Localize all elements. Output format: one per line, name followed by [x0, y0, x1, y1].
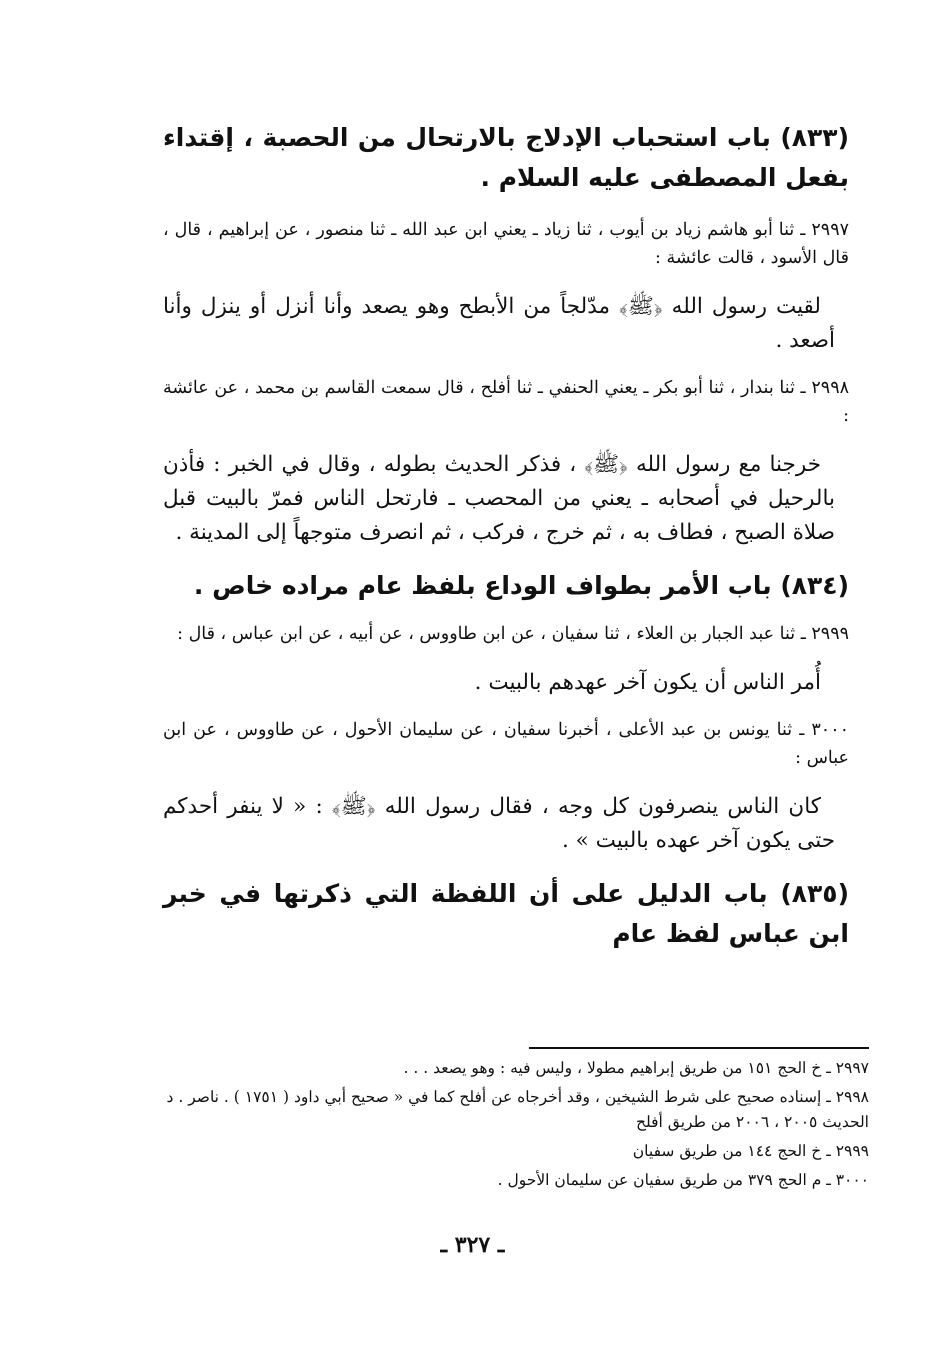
- hadith-2998-isnad: ٢٩٩٨ ـ ثنا بندار ، ثنا أبو بكر ـ يعني الحنفي ـ ثنا أفلح ، قال سمعت القاسم بن محمد ، عن عائشة :: [163, 378, 849, 426]
- footnote-2998: ٢٩٩٨ ـ إسناده صحيح على شرط الشيخين ، وقد أخرجاه عن أفلح كما في « صحيح أبي داود ( ١٧٥١ ) . ناصر . د الحديث ٢٠٠٥ ، ٢٠٠٦ من طريق أفلح: [166, 1088, 869, 1131]
- hadith-2999-isnad: ٢٩٩٩ ـ ثنا عبد الجبار بن العلاء ، ثنا سفيان ، عن ابن طاووس ، عن أبيه ، عن ابن عباس ، قال :: [177, 624, 849, 644]
- footnote-2999: ٢٩٩٩ ـ خ الحج ١٤٤ من طريق سفيان: [632, 1142, 869, 1160]
- chapter-heading-833: (٨٣٣) باب استحباب الإدلاج بالارتحال من الحصبة ، إقتداء بفعل المصطفى عليه السلام .: [163, 123, 849, 192]
- hadith-2997-isnad: ٢٩٩٧ ـ ثنا أبو هاشم زياد بن أيوب ، ثنا زياد ـ يعني ابن عبد الله ـ ثنا منصور ، عن إبراهيم ، قال ، قال الأسود ، قالت عائشة :: [163, 220, 849, 268]
- hadith-3000-isnad: ٣٠٠٠ ـ ثنا يونس بن عبد الأعلى ، أخبرنا سفيان ، عن سليمان الأحول ، عن طاووس ، عن ابن عباس :: [163, 720, 849, 768]
- page-body: [163, 118, 849, 968]
- page-number: ـ ٣٢٧ ـ: [440, 1232, 505, 1258]
- hadith-2998-matn: خرجنا مع رسول الله ﴿ﷺ﴾ ، فذكر الحديث بطوله ، وقال في الخبر : فأذن بالرحيل في أصحابه ـ يعني من المحصب ـ فارتحل الناس فمرّ بالبيت قبل صلاة الصبح ، فطاف به ، ثم خرج ، فركب ، ثم انصرف متوجهاً إلى المدينة .: [163, 452, 835, 545]
- chapter-heading-834: (٨٣٤) باب الأمر بطواف الوداع بلفظ عام مراده خاص .: [193, 571, 849, 600]
- footnote-3000: ٣٠٠٠ ـ م الحج ٣٧٩ من طريق سفيان عن سليمان الأحول .: [497, 1171, 869, 1189]
- footnote-divider: [529, 1047, 869, 1049]
- hadith-3000-matn: كان الناس ينصرفون كل وجه ، فقال رسول الله ﴿ﷺ﴾ : « لا ينفر أحدكم حتى يكون آخر عهده بالبيت » .: [163, 794, 835, 853]
- chapter-heading-835: (٨٣٥) باب الدليل على أن اللفظة التي ذكرتها في خبر ابن عباس لفظ عام: [163, 879, 849, 948]
- footnote-2997: ٢٩٩٧ ـ خ الحج ١٥١ من طريق إبراهيم مطولا ، وليس فيه : وهو يصعد . . .: [403, 1059, 869, 1077]
- hadith-2997-matn: لقيت رسول الله ﴿ﷺ﴾ مدّلجاً من الأبطح وهو يصعد وأنا أنزل أو ينزل وأنا أصعد .: [163, 294, 835, 353]
- hadith-2999-matn: أُمر الناس أن يكون آخر عهدهم بالبيت .: [474, 670, 821, 695]
- footnotes: [159, 1056, 869, 1197]
